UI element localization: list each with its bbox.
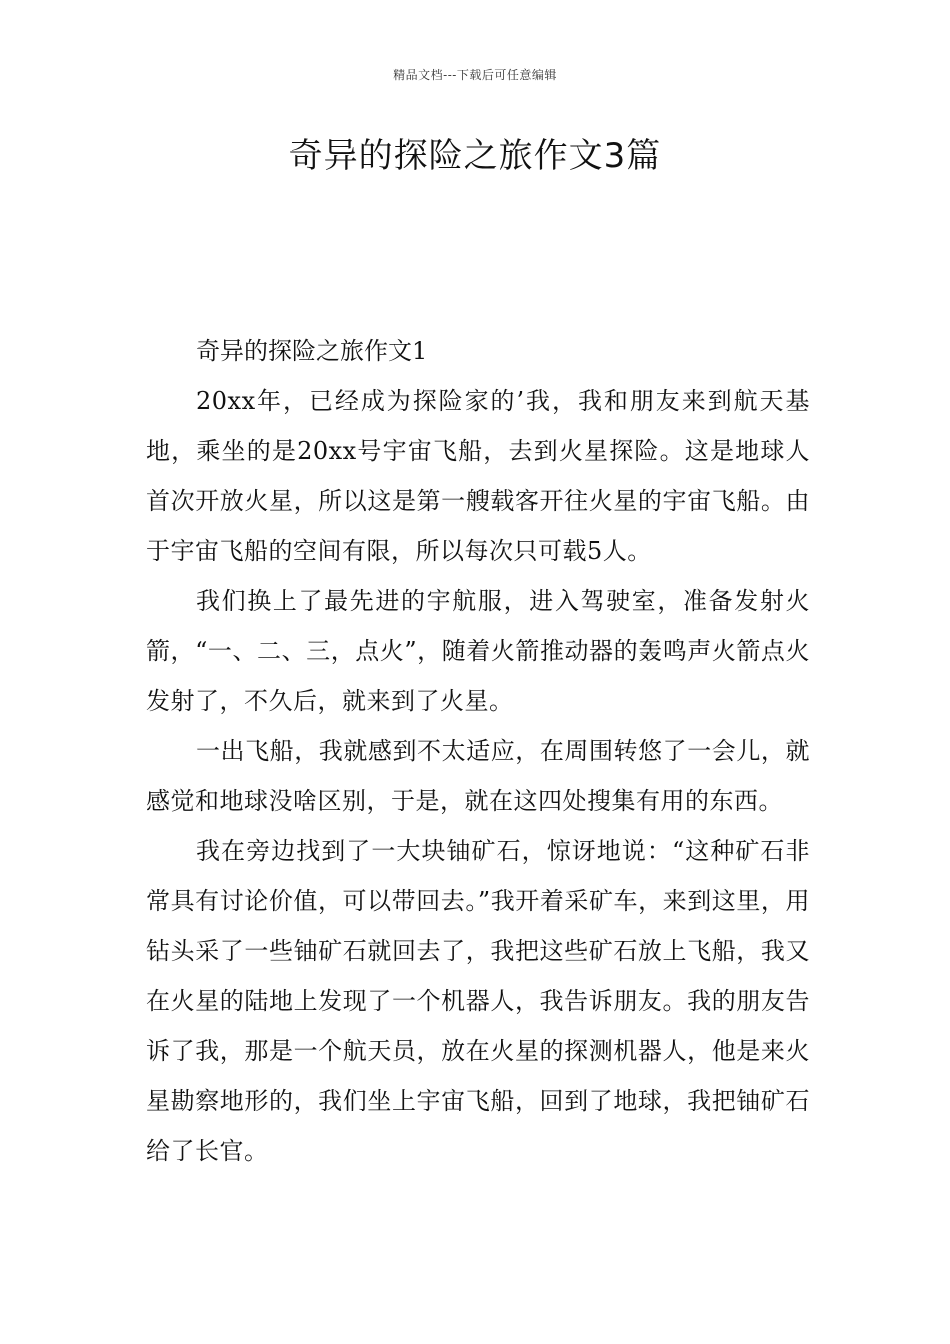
section-heading: 奇异的探险之旅作文1 <box>196 337 428 365</box>
paragraph-4: 我在旁边找到了一大块铀矿石，惊讶地说：“这种矿石非常具有讨论价值，可以带回去。”我开着采矿车，来到这里，用钻头采了一些铀矿石就回去了，我把这些矿石放上飞船，我又在火星的陆地上发现了一个机器人，我告诉朋友。我的朋友告诉了我，那是一个航天员，放在火星的探测机器人，他是来火星勘察地形的，我们坐上宇宙飞船，回到了地球，我把铀矿石给了长官。 <box>146 837 810 1165</box>
paragraph-1: 20xx年，已经成为探险家的’我，我和朋友来到航天基地，乘坐的是20xx号宇宙飞船，去到火星探险。这是地球人首次开放火星，所以这是第一艘载客开往火星的宇宙飞船。由于宇宙飞船的空间有限，所以每次只可载5人。 <box>146 387 810 565</box>
paragraph-2: 我们换上了最先进的宇航服，进入驾驶室，准备发射火箭，“一、二、三，点火”，随着火箭推动器的轰鸣声火箭点火发射了，不久后，就来到了火星。 <box>146 587 810 715</box>
document-title: 奇异的探险之旅作文3篇 <box>288 136 662 176</box>
page-header-note: 精品文档---下载后可任意编辑 <box>393 68 557 82</box>
document-body <box>146 326 810 1176</box>
paragraph-3: 一出飞船，我就感到不太适应，在周围转悠了一会儿，就感觉和地球没啥区别，于是，就在这四处搜集有用的东西。 <box>146 737 810 815</box>
